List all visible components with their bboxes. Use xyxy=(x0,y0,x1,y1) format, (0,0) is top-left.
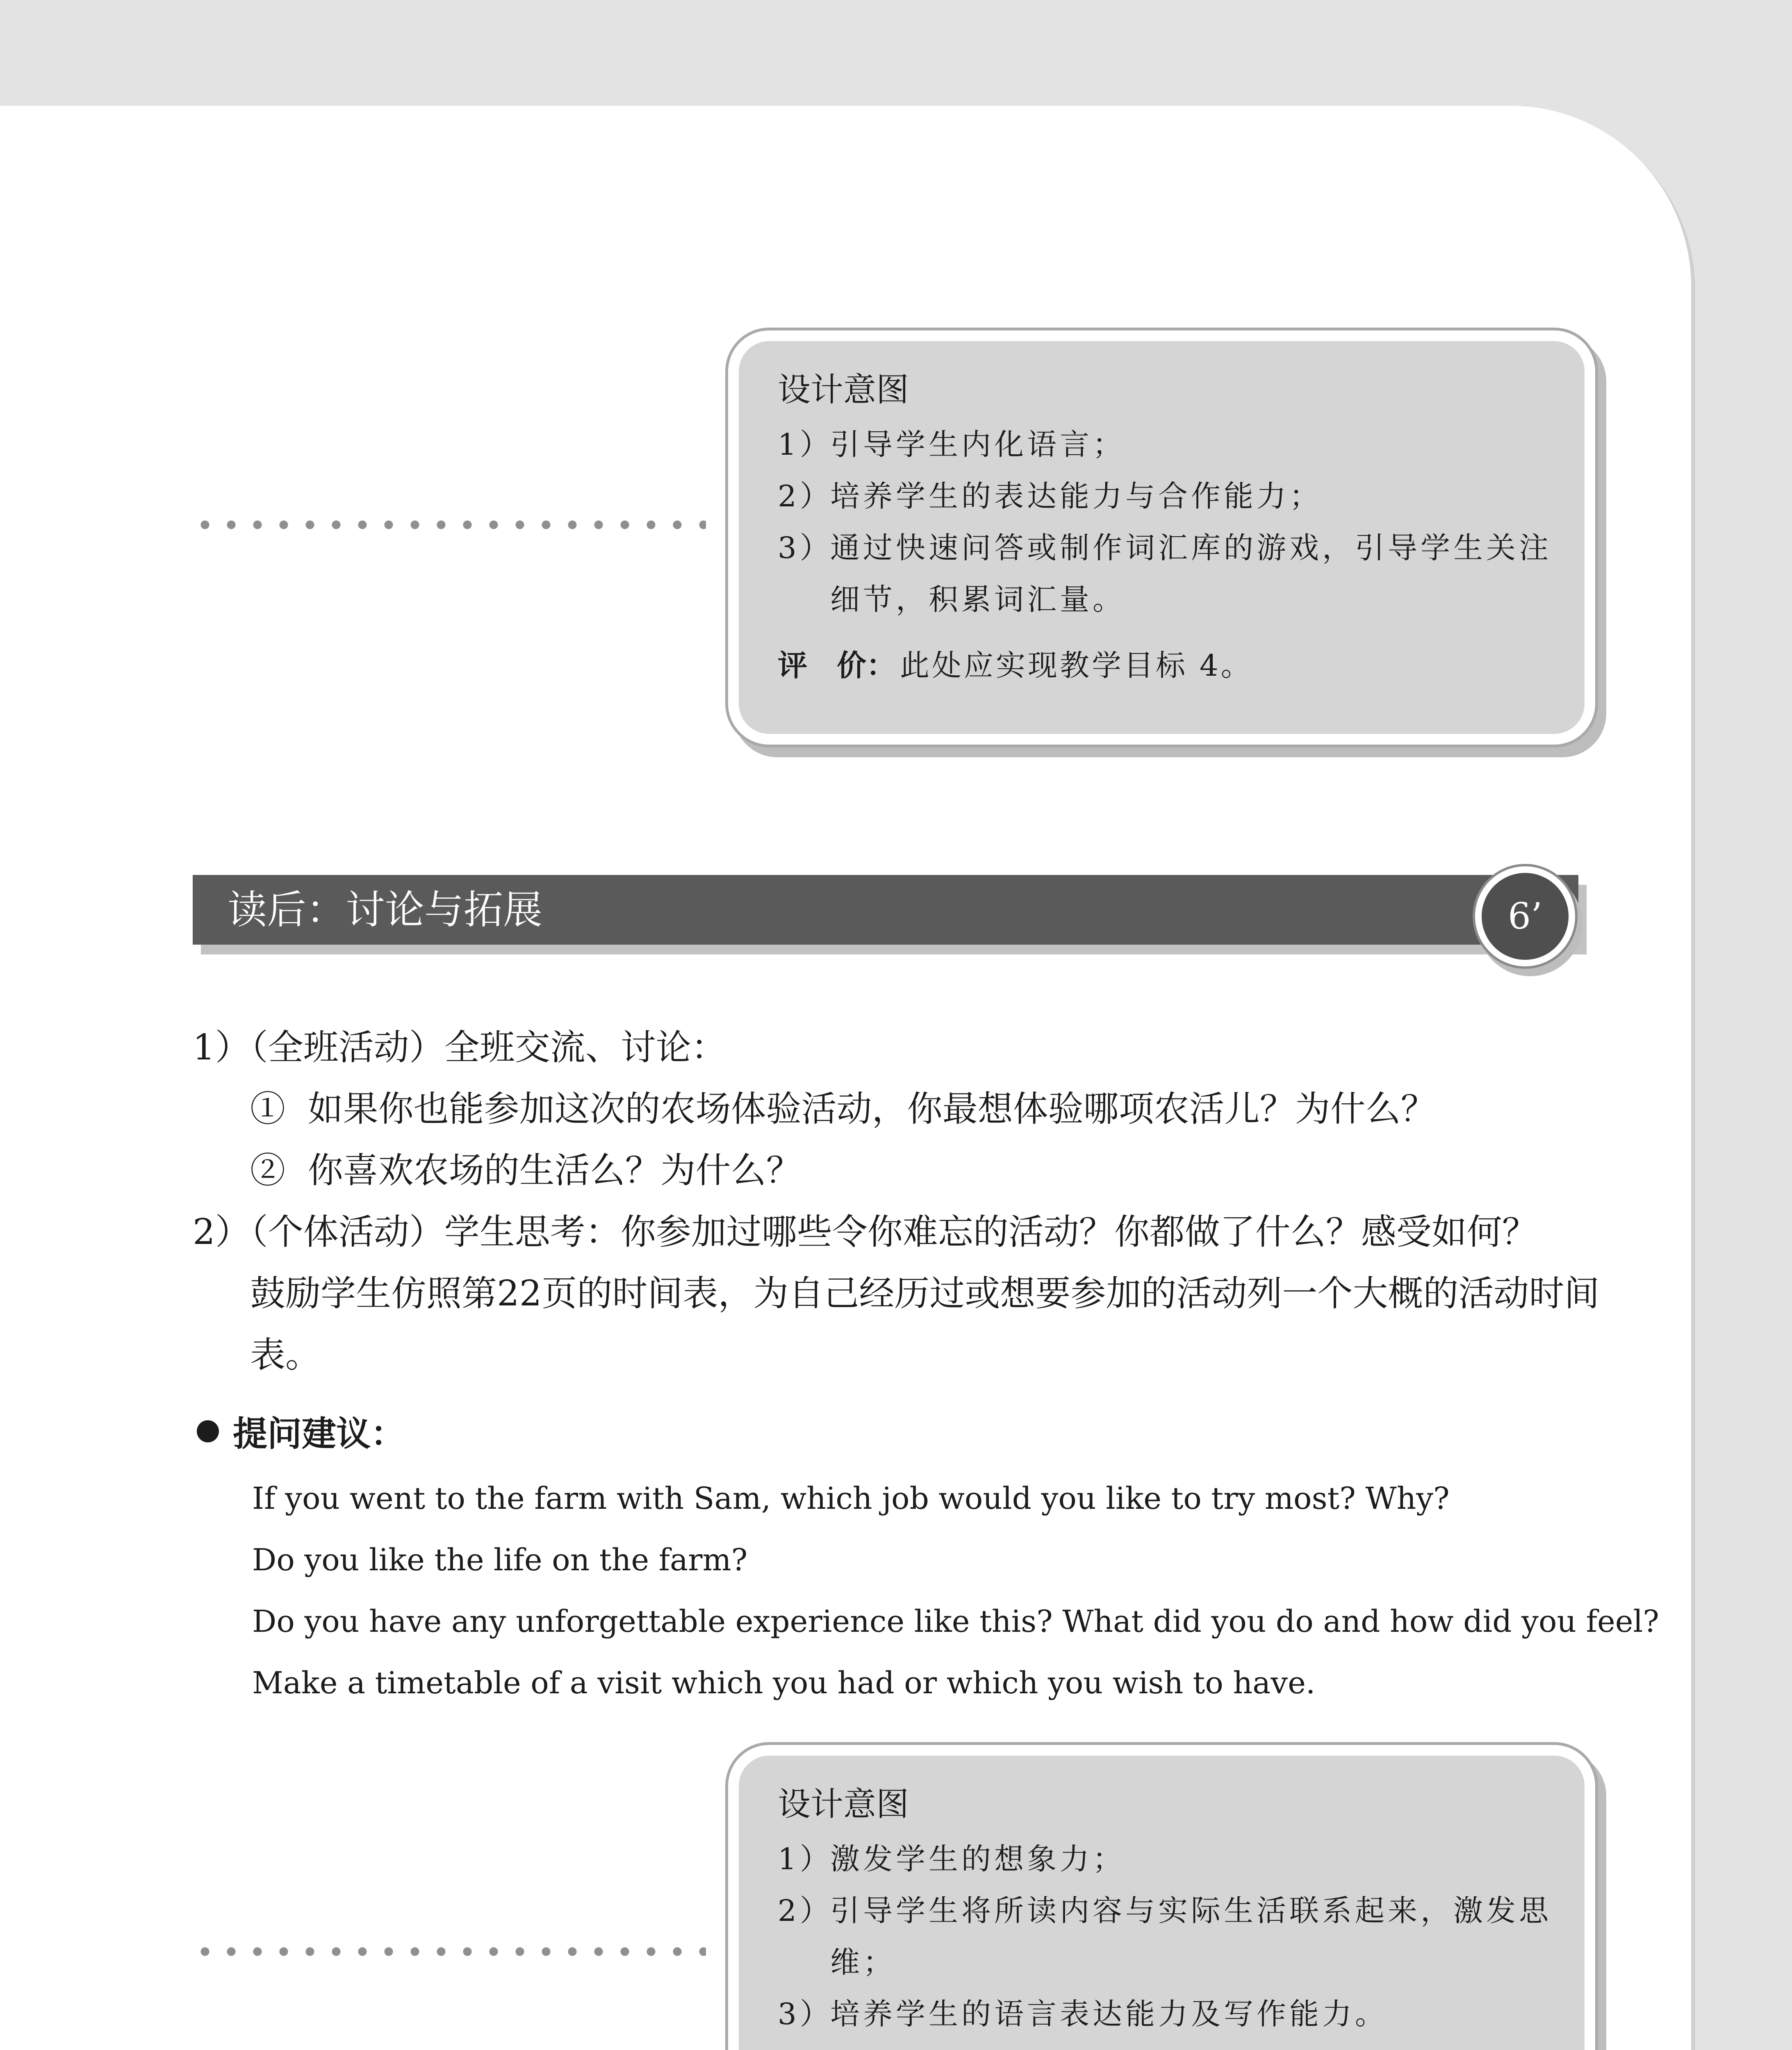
activity-1 xyxy=(193,1017,1611,1078)
question-text: 如果你也能参加这次的农场体验活动，你最想体验哪项农活儿？为什么？ xyxy=(307,1089,1436,1130)
design-intent-title: 设计意图 xyxy=(778,1785,909,1823)
section-title: 读后：讨论与拓展 xyxy=(228,887,542,933)
item-number: 3） xyxy=(778,531,833,565)
activity-list xyxy=(193,1017,1611,1386)
item-number: 2） xyxy=(778,479,833,513)
design-intent-box xyxy=(728,1745,1595,2050)
dotted-leader xyxy=(192,1947,706,1957)
design-intent-item xyxy=(778,419,1556,470)
design-intent-item xyxy=(778,1885,1556,1988)
activity-text: （个体活动）学生思考：你参加过哪些令你难忘的活动？你都做了什么？感受如何？ xyxy=(250,1212,1537,1253)
design-intent-title: 设计意图 xyxy=(778,371,909,409)
design-intent-item xyxy=(778,470,1556,522)
section-header-bar xyxy=(193,875,1578,945)
question-item: If you went to the farm with Sam, which job would you like to try most? Why? xyxy=(252,1481,1450,1516)
time-badge: 6’ xyxy=(1475,866,1575,966)
design-intent-box xyxy=(728,330,1595,745)
activity-1-question xyxy=(193,1078,1611,1140)
dotted-leader xyxy=(192,520,706,530)
question-item: Do you have any unforgettable experience like this? What did you do and how did you feel? xyxy=(252,1604,1659,1639)
circled-number: ① xyxy=(250,1089,285,1130)
evaluation-label: 评 价： xyxy=(778,648,896,683)
evaluation-text: 此处应实现教学目标 4。 xyxy=(900,648,1253,683)
question-item: Make a timetable of a visit which you had or which you wish to have. xyxy=(252,1665,1316,1701)
activity-1-question xyxy=(193,1140,1611,1201)
item-number: 3） xyxy=(778,1997,833,2031)
question-item: Do you like the life on the farm? xyxy=(252,1542,748,1578)
item-text: 培养学生的语言表达能力及写作能力。 xyxy=(830,1997,1388,2031)
item-number: 1） xyxy=(778,427,833,462)
item-text: 培养学生的表达能力与合作能力； xyxy=(830,479,1323,513)
design-intent-item xyxy=(778,1988,1556,2040)
question-text: 你喜欢农场的生活么？为什么？ xyxy=(307,1150,802,1191)
activity-number: 1） xyxy=(193,1027,250,1068)
activity-text: （全班活动）全班交流、讨论： xyxy=(250,1027,726,1068)
activity-2 xyxy=(193,1201,1611,1263)
item-text: 通过快速问答或制作词汇库的游戏，引导学生关注细节，积累词汇量。 xyxy=(830,531,1552,617)
item-number: 1） xyxy=(778,1842,833,1876)
activity-2-continuation: 鼓励学生仿照第22页的时间表，为自己经历过或想要参加的活动列一个大概的活动时间表。 xyxy=(250,1273,1600,1376)
activity-number: 2） xyxy=(193,1212,250,1253)
item-text: 激发学生的想象力； xyxy=(830,1842,1126,1876)
item-text: 引导学生内化语言； xyxy=(830,427,1126,462)
circled-number: ② xyxy=(250,1150,285,1191)
question-list xyxy=(252,1468,1659,1714)
heading-text: 提问建议： xyxy=(233,1414,405,1454)
design-intent-item xyxy=(778,1833,1556,1885)
evaluation-line xyxy=(778,642,1556,684)
bullet-icon xyxy=(197,1420,219,1442)
question-suggestions-heading xyxy=(197,1406,405,1456)
item-number: 2） xyxy=(778,1893,833,1928)
item-text: 引导学生将所读内容与实际生活联系起来，激发思维； xyxy=(830,1893,1552,1979)
design-intent-item xyxy=(778,522,1556,625)
